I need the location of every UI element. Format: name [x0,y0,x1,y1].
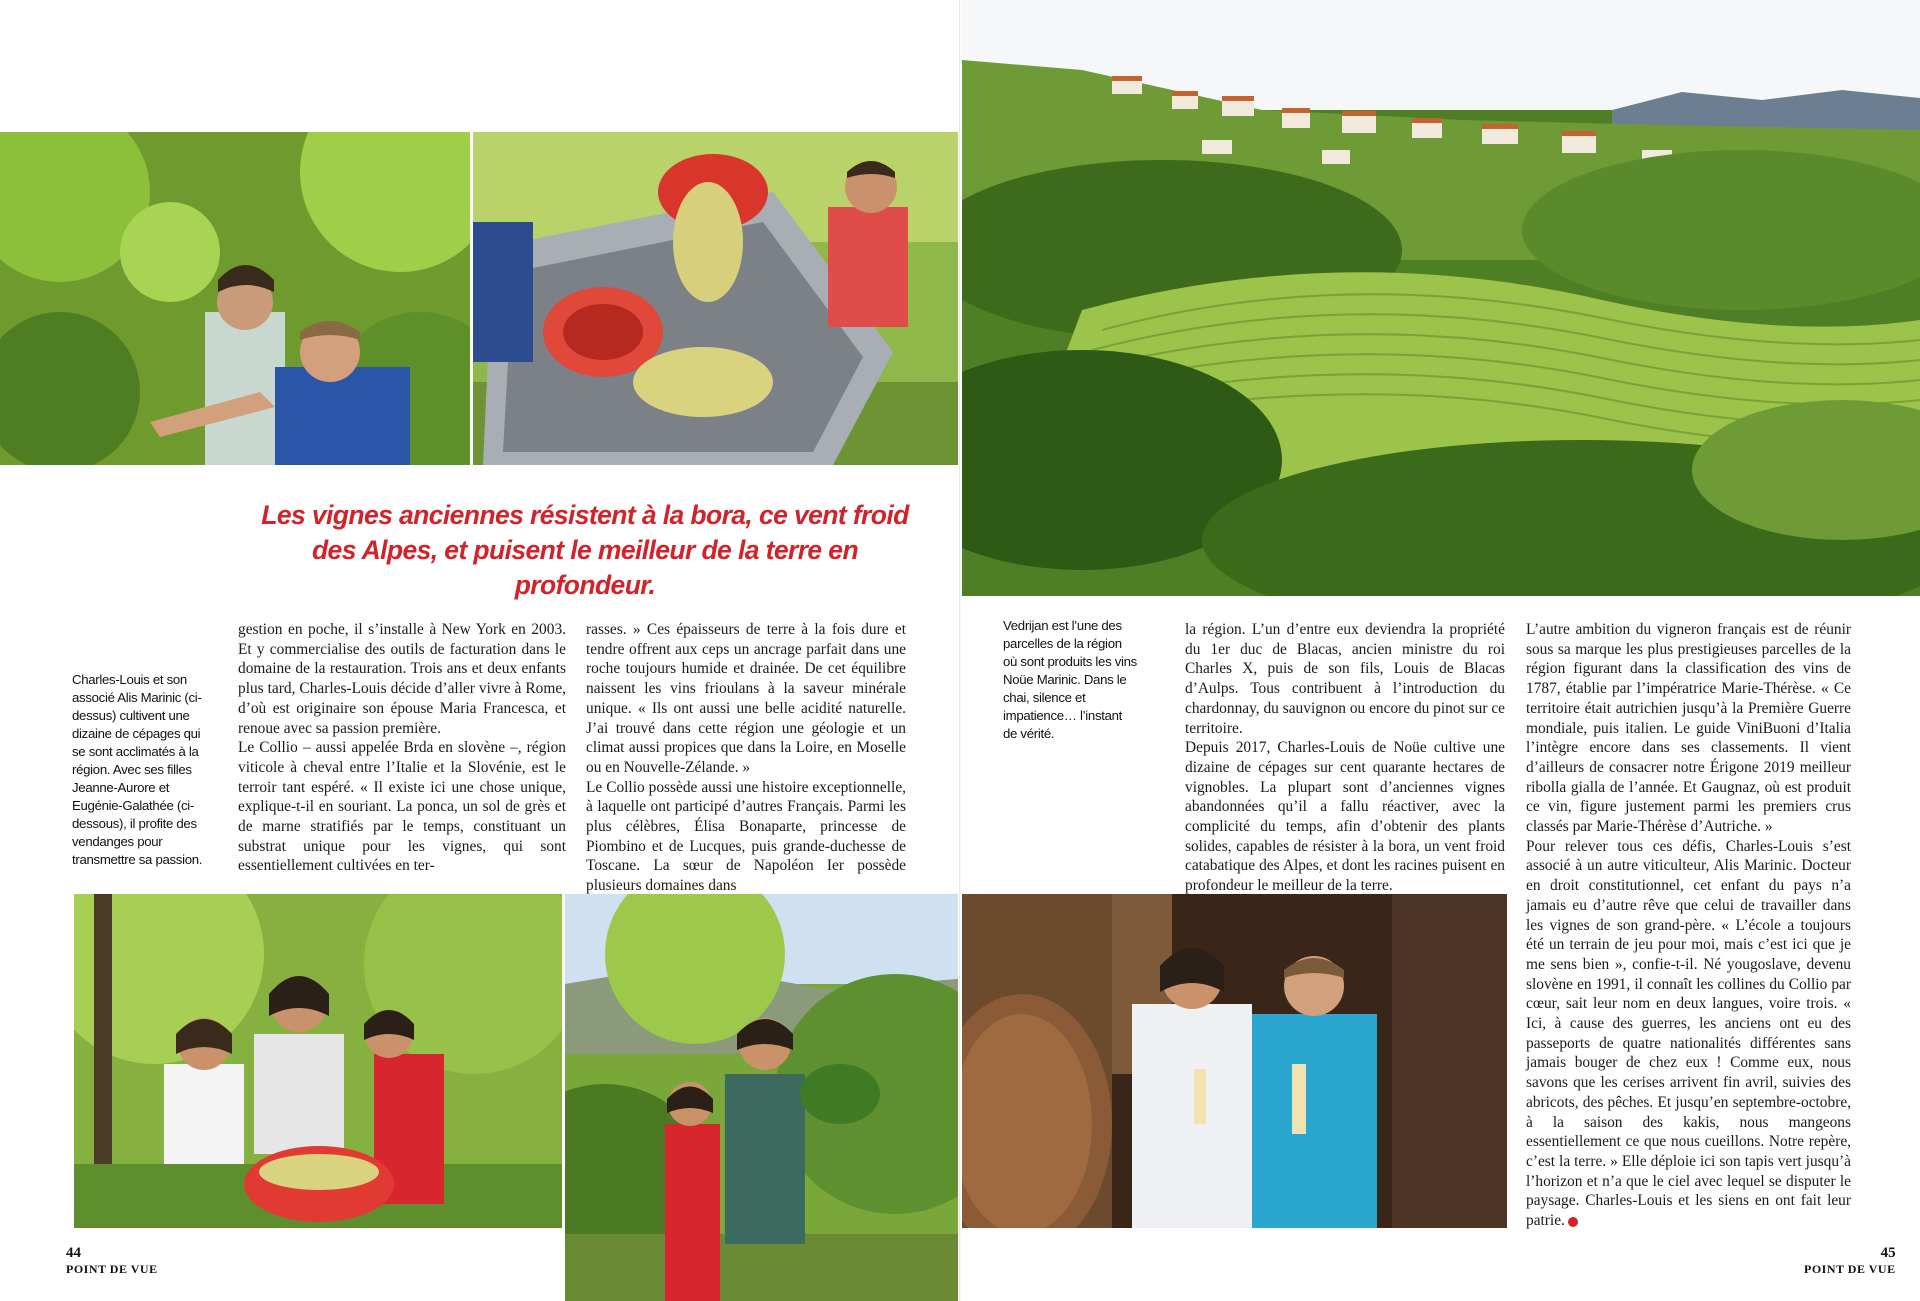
magazine-name: POINT DE VUE [66,1262,158,1276]
paragraph-text: Pour relever tous ces défis, Charles-Louis s’est associé à un autre viticulteur, Alis Marinic. Docteur en droit constitutionnel, cet enfant du pays n’a jamais eu d’autre rêve que celui de travailler dans les vignes de son grand-père. « L’école a toujours été un terrain de jeu pour moi, mais c’est ici que je me sens bien », confie-t-il. Né yougoslave, devenu slovène en 1991, il connaît les collines du Collio par cœur, sait leur nom en deux langues, voire trois. « Ici, à cause des guerres, les anciens ont eu des passeports de quatre nationalités différentes sans jamais bouger de chez eux ! Comme eux, nous savons que les cerises arrivent fin avril, suivies des abricots, des pêches. Et jusqu’en septembre-octobre, à la saison des kakis, nous mangeons essentiellement ce que nous cueillons. Notre repère, c’est la terre. » Elle déploie ici son tapis vert jusqu’à l’horizon et n’a que le ciel avec lequel se disputer le paysage. Charles-Louis et les siens en ont fait leur patrie. [1526,837,1851,1230]
page-number: 45 [1880,1245,1896,1261]
page-number: 44 [66,1245,81,1261]
folio-right [1804,1245,1896,1277]
paragraph: gestion en poche, il s’installe à New York en 2003. Et y commercialise des outils de facturation dans le domaine de la restauration. Trois ans et deux enfants plus tard, Charles-Louis décide d’aller vivre à Rome, d’où est originaire son épouse Maria Francesca, et renoue avec sa passion première. [238,621,566,737]
photo-vine-inspection [0,132,470,465]
paragraph: Depuis 2017, Charles-Louis de Noüe cultive une dizaine de cépages sur cent quarante hectares de vignobles. La plupart sont d’anciennes vignes abandonnées qu’il a fallu réactiver, avec la complicité du temps, afin d’obtenir des plants solides, capables de résister à la bora, un vent froid catabatique des Alpes, et dont les racines puisent en profondeur le meilleur de la terre. [1185,739,1505,895]
folio-left [66,1245,158,1277]
photo-family-harvest [74,894,562,1228]
article-column-2 [586,620,906,896]
article-column-1 [238,620,566,876]
page-gutter [959,0,961,1301]
paragraph: Le Collio possède aussi une histoire exceptionnelle, à laquelle ont participé d’autres Français. Parmi les plus célèbres, Élisa Bonaparte, princesse de Piombino et de Lucques, puis grande-duchesse de Toscane. La sœur de Napoléon Ier possède plusieurs domaines dans [586,778,906,895]
photo-village-vineyards [962,0,1920,596]
paragraph [1526,837,1851,1231]
article-column-4 [1526,620,1851,1231]
caption-left: Charles-Louis et son associé Alis Marinic (ci-dessus) cultivent une dizaine de cépages qui se sont acclimatés à la région. Avec ses filles Jeanne-Aurore et Eugénie-Galathée (ci-dessous), il profite des vendanges pour transmettre sa passion. [72,672,203,867]
paragraph: Le Collio – aussi appelée Brda en slovène –, région viticole à cheval entre l’Italie et la Slovénie, est le terroir tant espéré. « Il existe ici une chose unique, explique-t-il en souriant. La ponca, un sol de grès et de marne stratifiés par le temps, constituant un substrat unique pour les vignes, qui sont essentiellement cultivées en ter- [238,739,566,875]
paragraph: L’autre ambition du vigneron français est de réunir sous sa marque les plus prestigieuses parcelles de la région figurant dans la classification des vins de 1787, établie par l’impératrice Marie-Thérèse. « Ce territoire était autrichien jusqu’à la Première Guerre mondiale, puis italien. Le guide ViniBuoni d’Italia l’intègre encore dans ses classements. Il vient d’ailleurs de consacrer notre Érigone 2019 meilleur ribolla gialla de l’année. Et Gaugnaz, où est produit ce vin, figure justement parmi les premiers crus classés par Marie-Thérèse d’Autriche. » [1526,621,1851,836]
article-column-3 [1185,620,1505,896]
photo-vine-picking [565,894,958,1301]
pull-quote: Les vignes anciennes résistent à la bora, ce vent froid des Alpes, et puisent le meilleur de la terre en profondeur. [261,500,909,600]
photo-wine-cellar [962,894,1507,1228]
photo-grape-hopper [473,132,958,465]
paragraph: rasses. » Ces épaisseurs de terre à la fois dure et tendre offrent aux ceps un ancrage parfait dans une roche toujours humide et drainée. De cet équilibre naissent les vins frioulans à la saveur minérale unique. « Ils ont aussi une belle acidité naturelle. J’ai trouvé dans cette région une géologie et un climat aussi propices que dans la Loire, en Moselle ou en Nouvelle-Zélande. » [586,621,906,776]
paragraph: la région. L’un d’entre eux deviendra la propriété du 1er duc de Blacas, ancien ministre du roi Charles X, puis de son fils, Louis de Blacas d’Aulps. Tous contribuent à l’introduction du chardonnay, du sauvignon ou encore du pinot sur ce territoire. [1185,621,1505,737]
end-mark-icon [1568,1217,1578,1227]
caption-right: Vedrijan est l’une des parcelles de la région où sont produits les vins Noüe Marinic. Dans le chai, silence et impatience… l’instant de vérité. [1003,618,1137,741]
magazine-name: POINT DE VUE [1804,1262,1896,1276]
